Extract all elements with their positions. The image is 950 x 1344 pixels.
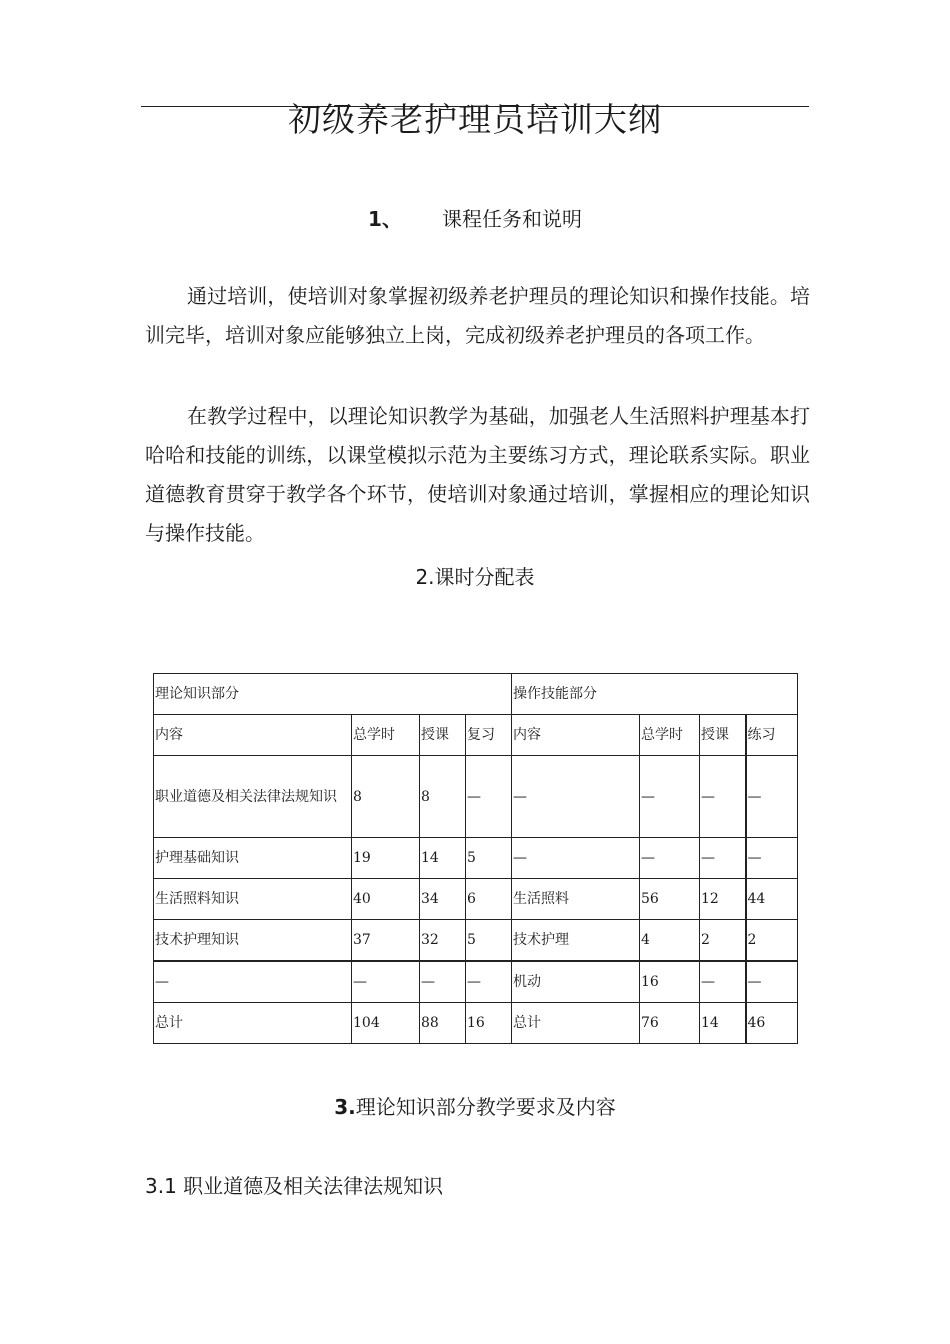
header-cell: 复习 (466, 715, 512, 756)
table-cell: 16 (466, 1003, 512, 1044)
table-cell: 16 (640, 961, 700, 1003)
table-cell: — (512, 756, 640, 838)
table-total-row (154, 1003, 798, 1044)
table-cell: 44 (746, 879, 798, 920)
table-cell: 总计 (512, 1003, 640, 1044)
paragraph-1: 通过培训，使培训对象掌握初级养老护理员的理论知识和操作技能。培训完毕，培训对象应能够独立上岗，完成初级养老护理员的各项工作。 (145, 284, 810, 347)
table-cell: 40 (352, 879, 420, 920)
table-cell: 职业道德及相关法律法规知识 (154, 756, 352, 838)
table-cell: 34 (420, 879, 466, 920)
table-cell: 技术护理 (512, 920, 640, 962)
header-cell: 授课 (700, 715, 746, 756)
table-cell: 46 (746, 1003, 798, 1044)
header-cell: 总学时 (640, 715, 700, 756)
table-cell: 技术护理知识 (154, 920, 352, 962)
section-3-1-heading: 3.1 职业道德及相关法律法规知识 (145, 1174, 444, 1198)
table-row (154, 838, 798, 879)
table-cell: — (746, 838, 798, 879)
table-cell: 19 (352, 838, 420, 879)
section-3-heading (0, 1091, 950, 1120)
table-cell: — (352, 961, 420, 1003)
table-cell: — (700, 838, 746, 879)
section-3-text: 理论知识部分教学要求及内容 (355, 1095, 616, 1119)
table-cell: 8 (352, 756, 420, 838)
table-cell: — (746, 961, 798, 1003)
group-practice-cell: 操作技能部分 (512, 674, 798, 715)
table-cell: — (700, 756, 746, 838)
document-title: 初级养老护理员培训大纲 (288, 100, 662, 139)
table-cell: — (466, 961, 512, 1003)
table-cell: 12 (700, 879, 746, 920)
table-cell: 104 (352, 1003, 420, 1044)
table-cell: 生活照料知识 (154, 879, 352, 920)
table-cell: — (154, 961, 352, 1003)
table-row (154, 756, 798, 838)
table-cell: 32 (420, 920, 466, 962)
table-cell: 37 (352, 920, 420, 962)
header-cell: 内容 (512, 715, 640, 756)
table-header-row (154, 715, 798, 756)
table-cell: — (640, 838, 700, 879)
table-group-row (154, 674, 798, 715)
table-cell: — (746, 756, 798, 838)
table-cell: 2 (700, 920, 746, 962)
table-cell: 生活照料 (512, 879, 640, 920)
table-cell: — (512, 838, 640, 879)
header-cell: 内容 (154, 715, 352, 756)
table-cell: 14 (420, 838, 466, 879)
table-cell: 护理基础知识 (154, 838, 352, 879)
table-cell: — (640, 756, 700, 838)
header-cell: 总学时 (352, 715, 420, 756)
table-cell: 88 (420, 1003, 466, 1044)
table-row (154, 961, 798, 1003)
section-1-text: 课程任务和说明 (441, 207, 582, 231)
table-cell: 总计 (154, 1003, 352, 1044)
table-cell: 4 (640, 920, 700, 962)
table-cell: — (466, 756, 512, 838)
table-cell: — (700, 961, 746, 1003)
paragraph-2: 在教学过程中，以理论知识教学为基础，加强老人生活照料护理基本打哈哈和技能的训练，以课堂模拟示范为主要练习方式，理论联系实际。职业道德教育贯穿于教学各个环节，使培训对象通过培训，掌握相应的理论知识与操作技能。 (145, 404, 810, 545)
group-theory-cell: 理论知识部分 (154, 674, 512, 715)
table-cell: 5 (466, 920, 512, 962)
header-cell: 授课 (420, 715, 466, 756)
hours-allocation-table (153, 673, 798, 1044)
table-cell: 76 (640, 1003, 700, 1044)
section-2-heading: 2.课时分配表 (415, 565, 535, 589)
table-cell: 2 (746, 920, 798, 962)
section-3-number: 3. (334, 1095, 356, 1119)
section-1-number: 1、 (368, 207, 402, 231)
table-cell: 8 (420, 756, 466, 838)
table-cell: 56 (640, 879, 700, 920)
table-cell: 机动 (512, 961, 640, 1003)
table-row (154, 920, 798, 962)
table-cell: — (420, 961, 466, 1003)
section-1-heading (0, 203, 950, 232)
table-cell: 5 (466, 838, 512, 879)
table-cell: 6 (466, 879, 512, 920)
table-row (154, 879, 798, 920)
header-cell: 练习 (746, 715, 798, 756)
table-cell: 14 (700, 1003, 746, 1044)
